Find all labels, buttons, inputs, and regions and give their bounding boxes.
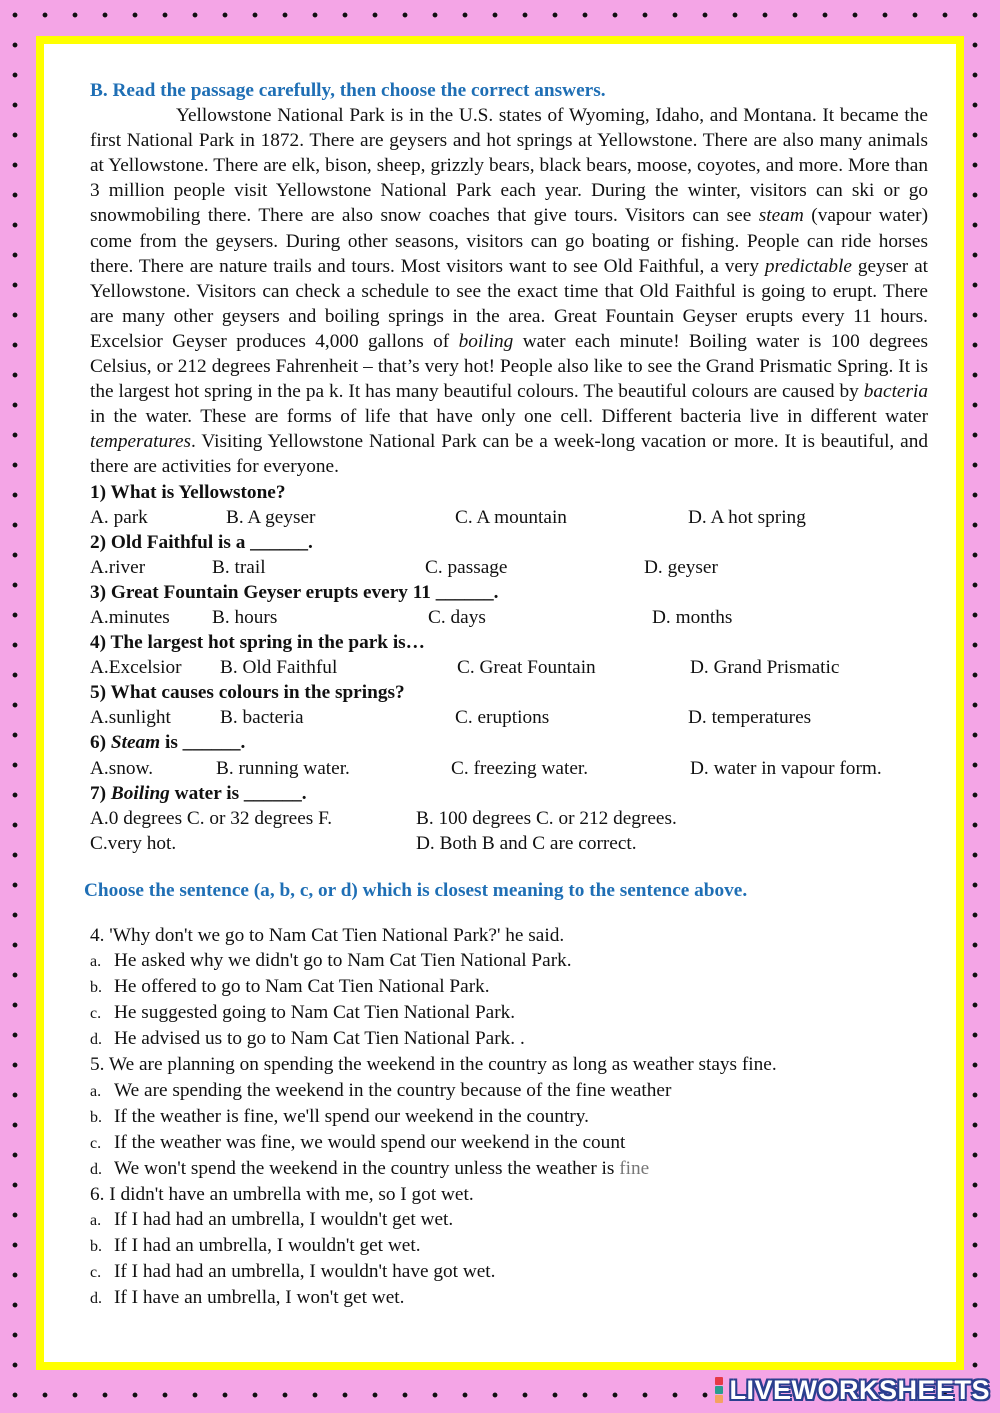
transform-item-4-option-a[interactable]: a. He asked why we didn't go to Nam Cat Tien National Park.: [90, 950, 572, 972]
option-b[interactable]: B. trail: [212, 556, 266, 578]
option-b[interactable]: B. running water.: [216, 757, 350, 779]
transform-item-6-option-b[interactable]: b. If I had an umbrella, I wouldn't get wet.: [90, 1235, 421, 1257]
transform-item-6-stem: 6. I didn't have an umbrella with me, so I got wet.: [90, 1183, 474, 1205]
transform-item-4-option-b[interactable]: b. He offered to go to Nam Cat Tien National Park.: [90, 976, 490, 998]
option-c[interactable]: C.very hot.: [90, 832, 177, 854]
option-c[interactable]: C. A mountain: [455, 506, 567, 528]
section-b-heading: B. Read the passage carefully, then choose the correct answers.: [90, 80, 606, 101]
option-b[interactable]: B. A geyser: [226, 506, 316, 528]
transform-item-5-stem: 5. We are planning on spending the weekend in the country as long as weather stays fine.: [90, 1054, 777, 1076]
question-4: 4) The largest hot spring in the park is…: [90, 632, 425, 654]
transform-item-6-option-d[interactable]: d. If I have an umbrella, I won't get wet.: [90, 1287, 405, 1309]
option-d[interactable]: D. water in vapour form.: [690, 757, 882, 779]
question-3-options: [90, 605, 928, 630]
option-c[interactable]: C. eruptions: [455, 707, 550, 729]
section-c-heading: Choose the sentence (a, b, c, or d) which is closest meaning to the sentence above.: [84, 879, 748, 901]
question-5-options: [90, 705, 928, 730]
transform-item-6-option-a[interactable]: a. If I had had an umbrella, I wouldn't get wet.: [90, 1209, 454, 1231]
option-a[interactable]: A.sunlight: [90, 707, 171, 729]
logo-blocks-icon: [715, 1377, 723, 1403]
question-7-options-row2: [90, 831, 928, 856]
question-2: 2) Old Faithful is a ______.: [90, 531, 313, 553]
question-6-options: [90, 756, 928, 781]
liveworksheets-logo[interactable]: [715, 1373, 990, 1407]
option-c[interactable]: C. passage: [425, 556, 508, 578]
question-3: 3) Great Fountain Geyser erupts every 11 ______.: [90, 581, 499, 603]
option-a[interactable]: A.river: [90, 556, 146, 578]
option-b[interactable]: B. 100 degrees C. or 212 degrees.: [416, 807, 677, 829]
worksheet-content: [84, 78, 929, 1311]
transform-item-5-option-a[interactable]: a. We are spending the weekend in the country because of the fine weather: [90, 1079, 672, 1101]
option-a[interactable]: A.snow.: [90, 757, 154, 779]
option-b[interactable]: B. bacteria: [220, 707, 304, 729]
reading-passage: Yellowstone National Park is in the U.S. states of Wyoming, Idaho, and Montana. It became the first National Park in 1872. There are geysers and hot springs at Yellowstone. There are also many animals at Yellowstone. There are elk, bison, sheep, grizzly bears, black bears, moose, coyotes, and more. More than 3 million people visit Yellowstone National Park each year. During the winter, visitors can ski or go snowmobiling there. There are also snow coaches that give tours. Visitors can see steam (vapour water) come from the geysers. During other seasons, visitors can go boating or fishing. People can ride horses there. There are nature trails and tours. Most visitors want to see Old Faithful, a very predictable geyser at Yellowstone. Visitors can check a schedule to see the exact time that Old Faithful is going to erupt. There are many other geysers and boiling springs in the area. Great Fountain Geyser erupts every 11 hours. Excelsior Geyser produces 4,000 gallons of boiling water each minute! Boiling water is 100 degrees Celsius, or 212 degrees Fahrenheit – that’s very hot! People also like to see the Grand Prismatic Spring. It is the largest hot spring in the pa k. It has many beautiful colours. The beautiful colours are caused by bacteria in the water. These are forms of life that have only one cell. Different bacteria live in different water temperatures. Visiting Yellowstone National Park can be a week-long vacation or more. It is beautiful, and there are activities for everyone.: [90, 105, 929, 478]
question-6: 6) Steam is ______.: [90, 732, 246, 754]
question-1-options: [90, 505, 928, 530]
option-d[interactable]: D. Grand Prismatic: [690, 657, 840, 679]
option-c[interactable]: C. days: [428, 606, 486, 628]
option-a[interactable]: A.Excelsior: [90, 657, 182, 679]
transform-item-4-option-c[interactable]: c. He suggested going to Nam Cat Tien National Park.: [90, 1002, 516, 1024]
option-c[interactable]: C. Great Fountain: [457, 657, 596, 679]
logo-text: LIVEWORKSHEETS: [729, 1374, 990, 1405]
transform-item-6-option-c[interactable]: c. If I had had an umbrella, I wouldn't have got wet.: [90, 1261, 496, 1283]
transform-item-4-stem: 4. 'Why don't we go to Nam Cat Tien National Park?' he said.: [90, 925, 565, 946]
option-a[interactable]: A.0 degrees C. or 32 degrees F.: [90, 807, 333, 829]
option-b[interactable]: B. Old Faithful: [220, 657, 338, 679]
transform-item-5-option-d[interactable]: d. We won't spend the weekend in the country unless the weather is fine: [90, 1157, 650, 1179]
question-1: 1) What is Yellowstone?: [90, 481, 286, 503]
option-d[interactable]: D. months: [652, 606, 733, 628]
option-c[interactable]: C. freezing water.: [451, 757, 589, 779]
option-b[interactable]: B. hours: [212, 606, 278, 628]
option-d[interactable]: D. A hot spring: [688, 506, 806, 528]
question-7-options-row1: [90, 806, 928, 831]
question-7: 7) Boiling water is ______.: [90, 782, 307, 804]
option-d[interactable]: D. geyser: [644, 556, 718, 578]
option-a[interactable]: A.minutes: [90, 606, 170, 628]
option-d[interactable]: D. temperatures: [688, 707, 812, 729]
option-d[interactable]: D. Both B and C are correct.: [416, 832, 637, 854]
option-a[interactable]: A. park: [90, 506, 148, 528]
question-2-options: [90, 555, 928, 580]
worksheet-page: [36, 36, 964, 1370]
question-5: 5) What causes colours in the springs?: [90, 682, 405, 704]
transform-item-5-option-c[interactable]: c. If the weather was fine, we would spend our weekend in the count: [90, 1131, 626, 1153]
transform-item-4-option-d[interactable]: d. He advised us to go to Nam Cat Tien National Park. .: [90, 1028, 525, 1050]
question-4-options: [90, 655, 928, 680]
transform-item-5-option-b[interactable]: b. If the weather is fine, we'll spend our weekend in the country.: [90, 1105, 589, 1127]
